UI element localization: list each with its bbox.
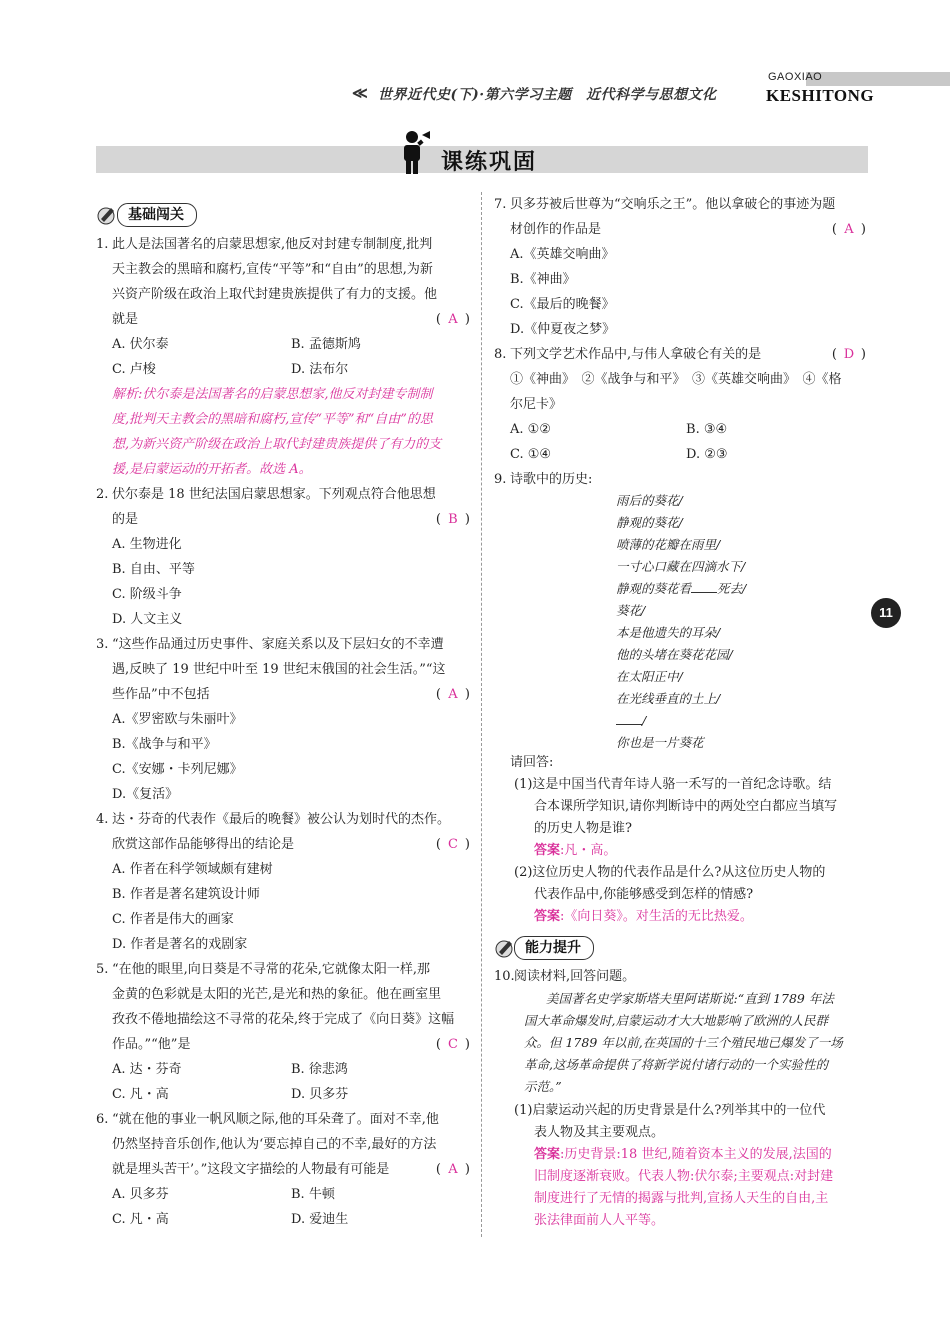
option: D. 贝多芬 [291,1087,349,1102]
blank [691,579,717,593]
answer-value: A [448,687,458,702]
sub-question-2: (2)这位历史人物的代表作品是什么?从这位历史人物的 代表作品中,你能够感受到怎样的情感? [514,865,826,902]
answer-bracket: ( A ) [436,682,470,707]
answer-value: A [448,1162,458,1177]
answer-value: B [448,512,458,527]
question-text: 欣赏这部作品能够得出的结论是 [112,837,295,852]
poem-line: 静观的葵花/ [616,515,683,530]
header-chevron: ≪ [352,84,368,102]
option: C. 阶级斗争 [112,587,182,602]
question-1 [96,232,470,332]
option: A.《英雄交响曲》 [510,247,615,262]
option: C. 凡・高 [112,1087,169,1102]
column-divider [481,192,482,1237]
question-text: 遇,反映了 19 世纪中叶至 19 世纪末俄国的社会生活。”“这 [112,662,446,677]
section-basic: 基础闯关 [117,203,197,227]
header-title: 世界近代史(下)·第六学习主题 近代科学与思想文化 [378,87,717,103]
answer-value: D [843,347,855,362]
question-5 [96,957,470,1057]
question-number: 7. [494,197,507,212]
option: A. 贝多芬 [112,1187,169,1202]
question-9-answers [494,752,866,928]
question-4 [96,807,470,857]
option: D. 爱迪生 [291,1212,349,1227]
poem-line: 喷薄的花瓣在雨里/ [616,537,721,552]
quote-block: 美国著名史学家斯塔夫里阿诺斯说:“直到 1789 年法 国大革命爆发时,启蒙运动才大大地影响了欧洲的人民群 众。但 1789 年以前,在英国的十三个殖民地已爆发了一场 革命,这场革命提供了将新学说付诸行动的一个实验性的 示范。” [524,991,843,1094]
option: B.《神曲》 [510,272,576,287]
question-text: 作品。”“他”是 [112,1037,191,1052]
question-text: “这些作品通过历史事件、家庭关系以及下层妇女的不幸遭 [112,637,444,652]
question-number: 2. [96,487,109,502]
option: C.《最后的晚餐》 [510,297,615,312]
options-row [494,417,866,442]
sub-answer-1: 答案:历史背景:18 世纪,随着资本主义的发展,法国的 旧制度逐渐衰败。代表人物:伏尔泰;主要观点:对封建 制度进行了无情的揭露与批判,宣扬人天生的自由,主 张法律面前人人平等。 [534,1147,834,1228]
option: B. 作者是著名建筑设计师 [112,887,260,902]
question-number: 6. [96,1112,109,1127]
answer-bracket: ( B ) [436,507,470,532]
answer-bracket: ( A ) [832,217,866,242]
explanation-line: 想,为新兴资产阶级在政治上取代封建贵族提供了有力的支 [112,437,442,452]
question-9 [494,467,866,492]
option: D.《仲夏夜之梦》 [510,322,616,337]
option: A.《罗密欧与朱丽叶》 [112,712,243,727]
sub-answer-2: 答案:《向日葵》。对生活的无比热爱。 [534,909,753,924]
question-text: 诗歌中的历史: [510,472,593,487]
option: D. 作者是著名的戏剧家 [112,937,248,952]
question-text: 伏尔泰是 18 世纪法国启蒙思想家。下列观点符合他思想 [112,487,436,502]
answer-value: A [844,222,854,237]
answer-bracket: ( C ) [436,1032,470,1057]
poem-line: 静观的葵花看 死去/ [616,581,747,596]
sub-question-1: (1)这是中国当代青年诗人骆一禾写的一首纪念诗歌。结 合本课所学知识,请你判断诗中的两处空白都应当填写 的历史人物是谁? [514,777,838,836]
question-number: 4. [96,812,109,827]
option: A. ①② [510,422,551,437]
options-row [96,1082,470,1107]
option: B. 徐悲鸿 [291,1062,348,1077]
explanation-line: 援,是启蒙运动的开拓者。故选 A。 [112,462,312,477]
page-number: 11 [871,598,901,628]
sub-answer-1: 答案:凡・高。 [534,843,617,858]
option: A. 伏尔泰 [112,337,169,352]
pen-icon [96,204,118,226]
option: B. 孟德斯鸠 [291,337,361,352]
question-number: 9. [494,472,507,487]
section-advanced: 能力提升 [514,936,594,960]
option: C. 卢梭 [112,362,156,377]
question-3 [96,632,470,707]
poem-line: 你也是一片葵花 [616,735,704,750]
option: C. ①④ [510,447,552,462]
sub-question-1: (1)启蒙运动兴起的历史背景是什么?列举其中的一位代 表人物及其主要观点。 [514,1103,826,1140]
option: B. 自由、平等 [112,562,195,577]
answer-value: C [447,837,458,852]
student-icon [398,129,434,175]
question-text: 尔尼卡》 [510,397,563,412]
blank [616,711,642,725]
left-column [96,232,470,1232]
options-row [96,332,470,357]
option: A. 作者在科学领域颇有建树 [112,862,273,877]
answer-bracket: ( D ) [832,342,866,367]
question-text: 金黄的色彩就是太阳的光芒,是光和热的象征。他在画室里 [112,987,442,1002]
question-text: 贝多芬被后世尊为“交响乐之王”。他以拿破仑的事迹为题 [510,197,836,212]
question-number: 10. [494,969,515,984]
brand-big: KESHITONG [766,86,875,105]
answer-bracket: ( C ) [436,832,470,857]
poem-line: 他的头堵在葵花花园/ [616,647,733,662]
question-text: “就在他的事业一帆风顺之际,他的耳朵聋了。面对不幸,他 [112,1112,439,1127]
option: A. 生物进化 [112,537,182,552]
explanation-line: 解析:伏尔泰是法国著名的启蒙思想家,他反对封建专制制 [112,387,433,402]
option: B.《战争与和平》 [112,737,217,752]
question-number: 3. [96,637,109,652]
question-text: 下列文学艺术作品中,与伟人拿破仑有关的是 [510,347,762,362]
option: A. 达・芬奇 [112,1062,182,1077]
poem-line: 在太阳正中/ [616,669,683,684]
explanation-line: 度,批判天主教会的黑暗和腐朽,宣传“平等”和“自由”的思 [112,412,433,427]
question-text: 就是 [112,312,139,327]
options-row [494,442,866,467]
right-column [494,192,866,492]
question-8 [494,342,866,417]
poem-line: / [616,710,746,732]
option: B. ③④ [686,422,728,437]
question-text: 的是 [112,512,139,527]
option: D. 人文主义 [112,612,183,627]
question-text: 兴资产阶级在政治上取代封建贵族提供了有力的支援。他 [112,287,438,302]
poem [616,490,746,754]
question-7 [494,192,866,242]
option: C. 作者是伟大的画家 [112,912,234,927]
question-number: 1. [96,237,109,252]
question-text: “在他的眼里,向日葵是不寻常的花朵,它就像太阳一样,那 [112,962,431,977]
answer-value: C [447,1037,458,1052]
brand-small: GAOXIAO [768,71,823,83]
question-text: 些作品”中不包括 [112,687,210,702]
brand-bar [806,72,950,86]
options-row [96,1207,470,1232]
answer-bracket: ( A ) [436,307,470,332]
option: D. ②③ [686,447,728,462]
question-10 [494,966,866,1232]
option: D.《复活》 [112,787,179,802]
question-6 [96,1107,470,1182]
question-text: 孜孜不倦地描绘这不寻常的花朵,终于完成了《向日葵》这幅 [112,1012,455,1027]
prompt-text: 请回答: [510,755,554,770]
explanation [96,382,470,482]
pen-icon [494,937,516,959]
question-text: 就是埋头苦干’。”这段文字描绘的人物最有可能是 [112,1162,390,1177]
option: C.《安娜・卡列尼娜》 [112,762,243,777]
poem-line: 在光线垂直的土上/ [616,691,721,706]
question-number: 8. [494,347,507,362]
question-2 [96,482,470,532]
question-text: 此人是法国著名的启蒙思想家,他反对封建专制制度,批判 [112,237,433,252]
answer-bracket: ( A ) [436,1157,470,1182]
option: D. 法布尔 [291,362,349,377]
question-text: 阅读材料,回答问题。 [514,969,636,984]
poem-line: 本是他遗失的耳朵/ [616,625,721,640]
question-text: 达・芬奇的代表作《最后的晚餐》被公认为划时代的杰作。 [112,812,451,827]
option: B. 牛顿 [291,1187,335,1202]
question-text: 材创作的作品是 [510,222,602,237]
poem-line: 雨后的葵花/ [616,493,683,508]
options-row [96,1057,470,1082]
options-row [96,1182,470,1207]
poem-line: 葵花/ [616,603,646,618]
poem-line: 一寸心口藏在四滴水下/ [616,559,746,574]
banner-title: 课练巩固 [441,150,538,175]
question-text: ①《神曲》 ②《战争与和平》 ③《英雄交响曲》 ④《格 [510,372,842,387]
question-number: 5. [96,962,109,977]
question-text: 天主教会的黑暗和腐朽,宣传“平等”和“自由”的思想,为新 [112,262,433,277]
option: C. 凡・高 [112,1212,169,1227]
answer-value: A [448,312,458,327]
options-row [96,357,470,382]
question-text: 仍然坚持音乐创作,他认为‘要忘掉自己的不幸,最好的方法 [112,1137,437,1152]
